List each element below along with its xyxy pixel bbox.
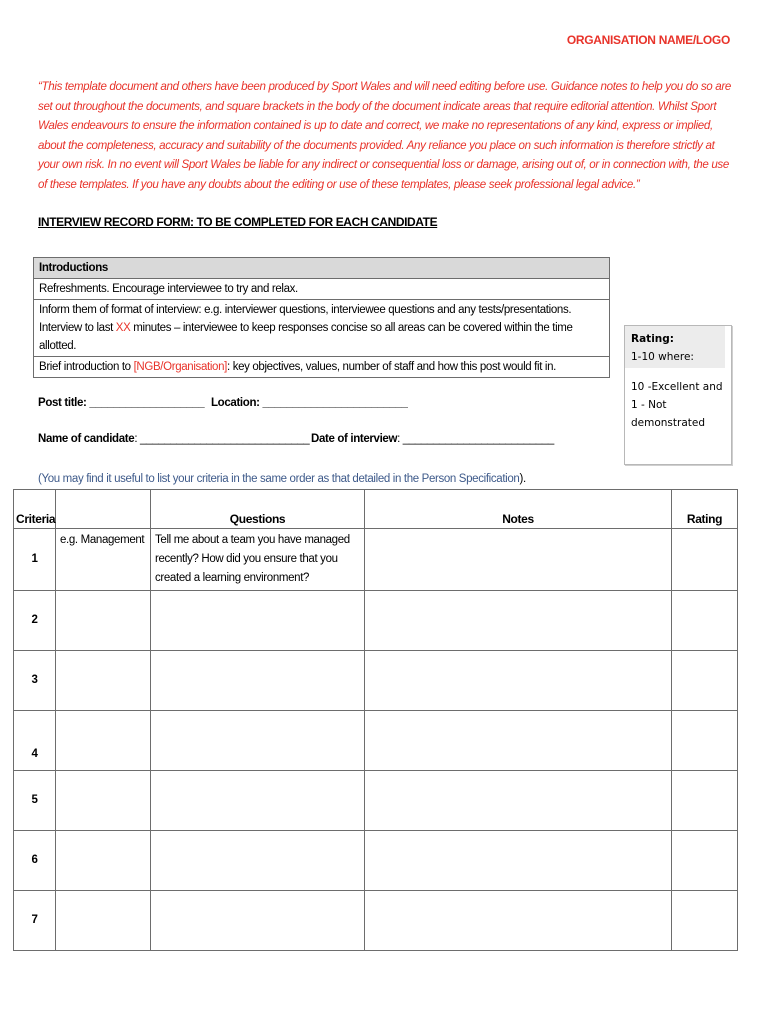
table-row <box>14 711 738 771</box>
table-row <box>14 891 738 951</box>
candidate-name-field[interactable] <box>38 433 309 445</box>
introductions-title: Introductions <box>34 258 610 279</box>
question-cell[interactable] <box>151 831 365 891</box>
rating-key-scale: 1-10 where: <box>631 351 694 363</box>
table-row <box>14 651 738 711</box>
rating-cell[interactable] <box>672 831 738 891</box>
brief-text-1: Brief introduction to <box>39 361 134 373</box>
candidate-name-line: : ____________________________ <box>134 433 310 445</box>
rating-cell[interactable] <box>672 711 738 771</box>
criteria-example-cell[interactable] <box>56 711 151 771</box>
organisation-placeholder: [NGB/Organisation] <box>133 361 227 373</box>
introductions-format <box>34 300 610 357</box>
candidate-name-label: Name of candidate <box>38 433 135 445</box>
table-row <box>14 831 738 891</box>
criteria-header: Criteria <box>14 490 56 529</box>
table-row <box>14 771 738 831</box>
question-cell[interactable] <box>151 711 365 771</box>
notes-cell[interactable] <box>365 771 672 831</box>
form-heading: INTERVIEW RECORD FORM: TO BE COMPLETED FOR EACH CANDIDATE <box>38 215 438 229</box>
rating-key-body <box>625 368 731 432</box>
notes-cell[interactable] <box>365 891 672 951</box>
interview-criteria-table <box>13 489 738 951</box>
questions-header: Questions <box>151 490 365 529</box>
notes-cell[interactable] <box>365 831 672 891</box>
rating-key-not-demonstrated: 1 - Not demonstrated <box>631 399 706 429</box>
criteria-number: 7 <box>14 891 56 951</box>
question-cell[interactable] <box>151 651 365 711</box>
rating-key-title: Rating: <box>631 333 674 345</box>
criteria-note-text: (You may find it useful to list your criteria in the same order as that detailed in the Person Specification <box>38 473 520 485</box>
criteria-number: 3 <box>14 651 56 711</box>
criteria-example-cell[interactable] <box>56 831 151 891</box>
interview-date-field[interactable] <box>311 433 554 445</box>
question-cell[interactable] <box>151 591 365 651</box>
notes-cell[interactable] <box>365 711 672 771</box>
format-text-2: minutes – interviewee to keep responses concise so all areas can be covered within the time allotted. <box>39 322 573 352</box>
rating-cell[interactable] <box>672 771 738 831</box>
interview-date-label: Date of interview <box>311 433 398 445</box>
post-title-field[interactable]: Post title: ___________________ <box>38 397 205 409</box>
notes-cell[interactable] <box>365 651 672 711</box>
introductions-brief <box>34 357 610 378</box>
rating-cell[interactable] <box>672 591 738 651</box>
criteria-number: 5 <box>14 771 56 831</box>
criteria-number: 6 <box>14 831 56 891</box>
introductions-table <box>33 257 610 378</box>
rating-cell[interactable] <box>672 891 738 951</box>
criteria-example-cell[interactable] <box>56 591 151 651</box>
table-header-row <box>14 490 738 529</box>
notes-cell[interactable] <box>365 529 672 591</box>
rating-key-excellent: 10 -Excellent and <box>631 381 723 393</box>
notes-header: Notes <box>365 490 672 529</box>
criteria-example-cell[interactable]: e.g. Management <box>56 529 151 591</box>
rating-cell[interactable] <box>672 529 738 591</box>
organisation-name-logo: ORGANISATION NAME/LOGO <box>566 33 730 47</box>
introductions-refreshments: Refreshments. Encourage interviewee to try and relax. <box>34 279 610 300</box>
question-cell[interactable]: Tell me about a team you have managed recently? How did you ensure that you created a learning environment? <box>151 529 365 591</box>
duration-placeholder: XX <box>115 322 131 334</box>
format-text-1: Inform them of format of interview: e.g. interviewer questions, interviewee questions and any tests/presentations. Interview to last <box>39 304 572 334</box>
rating-key-box <box>624 325 732 465</box>
question-cell[interactable] <box>151 891 365 951</box>
rating-key-header <box>625 326 725 368</box>
interview-date-line: : _________________________ <box>397 433 554 445</box>
criteria-number: 1 <box>14 529 56 591</box>
criteria-number: 4 <box>14 711 56 771</box>
brief-text-2: : key objectives, values, number of staff and how this post would fit in. <box>227 361 557 373</box>
rating-header: Rating <box>672 490 738 529</box>
table-row <box>14 529 738 591</box>
criteria-example-cell[interactable] <box>56 771 151 831</box>
criteria-note-end: ). <box>519 473 526 485</box>
rating-cell[interactable] <box>672 651 738 711</box>
criteria-example-cell[interactable] <box>56 891 151 951</box>
example-header <box>56 490 151 529</box>
location-field[interactable]: Location: ________________________ <box>211 397 408 409</box>
question-cell[interactable] <box>151 771 365 831</box>
criteria-number: 2 <box>14 591 56 651</box>
criteria-example-cell[interactable] <box>56 651 151 711</box>
notes-cell[interactable] <box>365 591 672 651</box>
criteria-note <box>38 473 526 485</box>
disclaimer-text: “This template document and others have been produced by Sport Wales and will need editing before use. Guidance notes to help you do so are set out throughout the documents, and square brackets in the body of the document indicate areas that require editorial attention. Whilst Sport Wales endeavours to ensure the information contained is up to date and correct, we make no representations of any kind, express or implied, about the completeness, accuracy and suitability of the documents provided. Any reliance you place on such information is therefore strictly at your own risk. In no event will Sport Wales be liable for any indirect or consequential loss or damage, arising out of, or in connection with, the use of these templates. If you have any doubts about the editing or use of these templates, please seek professional legal advice.” <box>38 80 731 191</box>
table-row <box>14 591 738 651</box>
